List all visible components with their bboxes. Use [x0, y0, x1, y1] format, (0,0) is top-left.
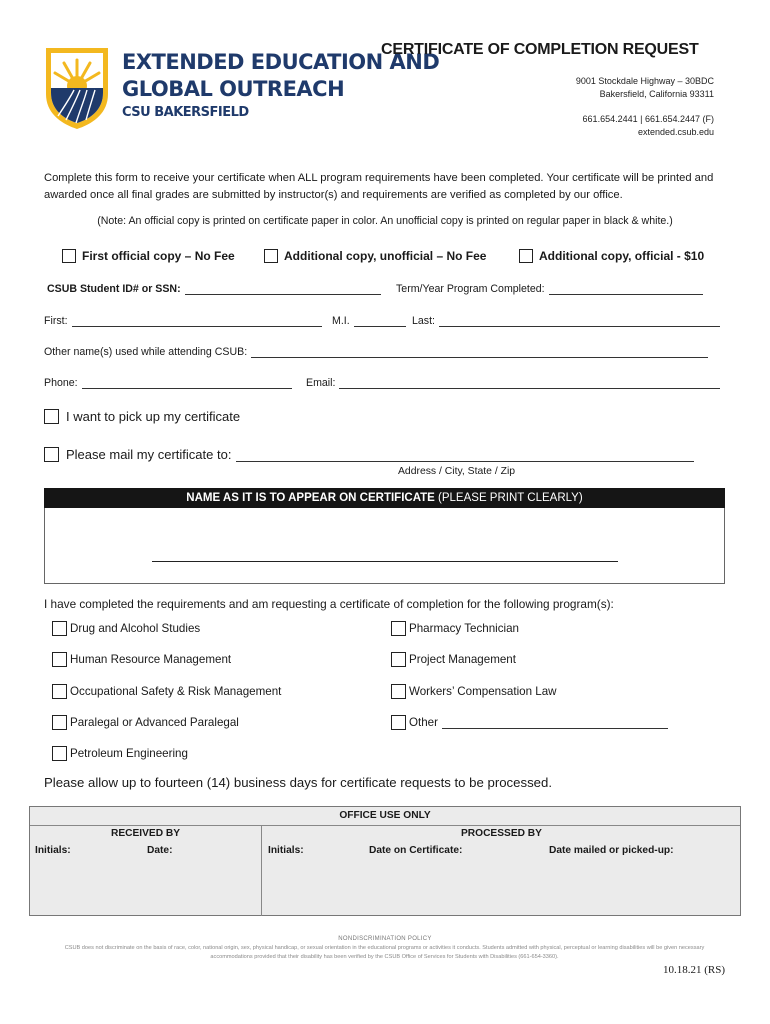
- date-mailed-label: Date mailed or picked-up:: [549, 845, 674, 856]
- student-id-field[interactable]: [185, 283, 381, 295]
- checkbox[interactable]: [52, 746, 67, 761]
- intro-text: Complete this form to receive your certificate when ALL program requirements have been completed. Your certificate will be printed and awarded once all final grades are submitted by instructor(s) and requirements are verified as completed by our office.: [44, 172, 714, 201]
- copy-option-first-official[interactable]: [62, 249, 235, 263]
- certificate-name-line: [152, 561, 618, 562]
- name-banner-instruction: (PLEASE PRINT CLEARLY): [434, 492, 583, 504]
- term-label: Term/Year Program Completed:: [396, 283, 545, 295]
- checkbox[interactable]: [52, 715, 67, 730]
- checkbox[interactable]: [264, 249, 278, 263]
- pickup-label: I want to pick up my certificate: [66, 409, 241, 424]
- name-banner: [44, 488, 725, 508]
- mi-field[interactable]: [354, 315, 406, 327]
- nondiscrimination-text: CSUB does not discriminate on the basis of race, color, national origin, sex, physical handicap, or sexual orientation in the educational programs or activities it conducts. Students admitted with physical, perceptual or learning disabilities will be given necessary accommodations provided that their disability has been verified by the CSUB Office of Services for Students with Disabilities (661-654-3360).: [64, 945, 705, 960]
- program-label: Workers’ Compensation Law: [409, 685, 557, 698]
- divider: [30, 825, 740, 826]
- copy-option-label: Additional copy, unofficial – No Fee: [284, 249, 487, 263]
- page-title: CERTIFICATE OF COMPLETION REQUEST: [381, 41, 699, 58]
- phone-field[interactable]: [82, 377, 292, 389]
- last-name-field[interactable]: [439, 315, 720, 327]
- program-label: Project Management: [409, 653, 516, 666]
- checkbox[interactable]: [44, 447, 59, 462]
- address-line1: 9001 Stockdale Highway – 30BDC: [575, 76, 714, 86]
- program-label: Pharmacy Technician: [409, 622, 519, 635]
- processed-by-heading: PROCESSED BY: [461, 828, 542, 839]
- copy-option-label: First official copy – No Fee: [82, 249, 235, 263]
- address-caption: Address / City, State / Zip: [398, 466, 516, 477]
- divider: [261, 825, 262, 916]
- office-use-section: [29, 806, 741, 916]
- name-banner-label: NAME AS IT IS TO APPEAR ON CERTIFICATE: [186, 492, 435, 504]
- website: extended.csub.edu: [637, 127, 714, 137]
- checkbox[interactable]: [391, 621, 406, 636]
- program-option[interactable]: [391, 621, 519, 636]
- other-names-field[interactable]: [251, 346, 708, 358]
- pickup-option[interactable]: [44, 409, 240, 424]
- csub-logo-icon: [44, 46, 110, 130]
- program-label: Occupational Safety & Risk Management: [70, 685, 282, 698]
- program-option[interactable]: [391, 652, 516, 667]
- program-option-other[interactable]: [391, 715, 672, 730]
- programs-intro: I have completed the requirements and am requesting a certificate of completion for the following program(s):: [44, 597, 614, 611]
- office-use-title: OFFICE USE ONLY: [339, 810, 431, 821]
- program-option[interactable]: [52, 746, 188, 761]
- checkbox[interactable]: [391, 684, 406, 699]
- program-label: Other: [409, 716, 438, 729]
- received-by-heading: RECEIVED BY: [111, 828, 181, 839]
- email-label: Email:: [306, 377, 336, 389]
- other-names-label: Other name(s) used while attending CSUB:: [44, 346, 248, 358]
- other-program-field[interactable]: [442, 716, 668, 729]
- address-line2: Bakersfield, California 93311: [599, 89, 714, 99]
- phone-label: Phone:: [44, 377, 78, 389]
- program-option[interactable]: [52, 684, 281, 699]
- received-date-label: Date:: [147, 845, 173, 856]
- org-name-line1: EXTENDED EDUCATION AND: [122, 50, 440, 74]
- checkbox[interactable]: [62, 249, 76, 263]
- org-campus: CSU BAKERSFIELD: [122, 105, 249, 120]
- term-field[interactable]: [549, 283, 703, 295]
- received-initials-label: Initials:: [35, 845, 71, 856]
- certificate-name-box[interactable]: [44, 508, 725, 584]
- mail-address-field[interactable]: [236, 448, 694, 462]
- checkbox[interactable]: [391, 652, 406, 667]
- program-label: Human Resource Management: [70, 653, 232, 666]
- program-label: Drug and Alcohol Studies: [70, 622, 201, 635]
- processing-notice: Please allow up to fourteen (14) business days for certificate requests to be processed.: [44, 775, 552, 790]
- program-option[interactable]: [52, 621, 200, 636]
- checkbox[interactable]: [44, 409, 59, 424]
- mi-label: M.I.: [332, 315, 350, 327]
- copy-option-additional-unofficial[interactable]: [264, 249, 486, 263]
- checkbox[interactable]: [52, 652, 67, 667]
- phone-fax: 661.654.2441 | 661.654.2447 (F): [582, 114, 714, 124]
- checkbox[interactable]: [391, 715, 406, 730]
- email-field[interactable]: [339, 377, 720, 389]
- program-label: Petroleum Engineering: [70, 747, 188, 760]
- processed-initials-label: Initials:: [268, 845, 304, 856]
- checkbox[interactable]: [52, 684, 67, 699]
- mail-label: Please mail my certificate to:: [66, 447, 232, 462]
- copy-option-additional-official[interactable]: [519, 249, 704, 263]
- program-option[interactable]: [52, 715, 239, 730]
- revision-code: 10.18.21 (RS): [662, 964, 725, 976]
- program-option[interactable]: [52, 652, 231, 667]
- checkbox[interactable]: [52, 621, 67, 636]
- nondiscrimination-title: NONDISCRIMINATION POLICY: [338, 936, 432, 942]
- program-option[interactable]: [391, 684, 557, 699]
- mail-option[interactable]: [44, 447, 698, 462]
- first-name-field[interactable]: [72, 315, 322, 327]
- last-name-label: Last:: [412, 315, 435, 327]
- checkbox[interactable]: [519, 249, 533, 263]
- copy-note: (Note: An official copy is printed on certificate paper in color. An unofficial copy is printed on regular paper in black & white.): [97, 215, 673, 227]
- student-id-label: CSUB Student ID# or SSN:: [47, 283, 181, 295]
- copy-option-label: Additional copy, official - $10: [539, 249, 705, 263]
- date-on-certificate-label: Date on Certificate:: [369, 845, 463, 856]
- first-name-label: First:: [44, 315, 68, 327]
- program-label: Paralegal or Advanced Paralegal: [70, 716, 239, 729]
- org-name-line2: GLOBAL OUTREACH: [122, 77, 345, 101]
